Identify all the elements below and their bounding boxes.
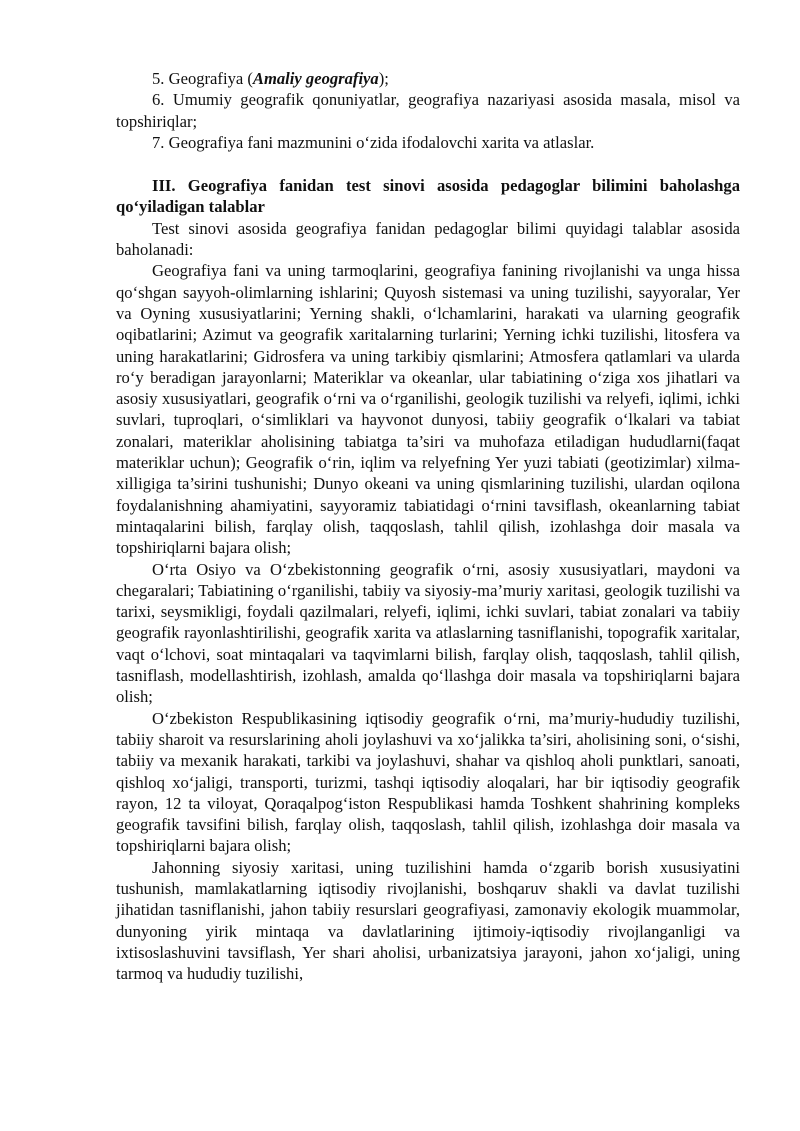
section-intro: Test sinovi asosida geografiya fanidan pedagoglar bilimi quyidagi talablar asosida baholanadi: — [116, 218, 740, 260]
list-item-7: 7. Geografiya fani mazmunini o‘zida ifodalovchi xarita va atlaslar. — [152, 132, 595, 152]
list-item-5-emphasis: Amaliy geografiya — [252, 69, 379, 88]
paragraph-1: Geografiya fani va uning tarmoqlarini, geografiya fanining rivojlanishi va unga hissa qo‘shgan sayyoh-olimlarning ishlarini; Quyosh sistemasi va uning tuzilishi, sayyoralar, Yer va Oyning xususiyatlarini; Yerning shakli, o‘lchamlarini, harakati va ularning geografik oqibatlarini; Azimut va geografik xaritalarning turlarini; Yerning ichki tuzilishi, litosfera va uning harakatlarini; Gidrosfera va uning tarkibiy qismlarini; Atmosfera qatlamlari va ularda ro‘y beradigan jarayonlarni; Materiklar va okeanlar, ular tabiatining o‘ziga xos jihatlari va asosiy xususiyatlari, geografik o‘rni va o‘rganilishi, geologik tuzilishi va relyefi, iqlimi, ichki suvlari, tuproqlari, o‘simliklari va hayvonot dunyosi, tabiiy geografik o‘lkalari va tabiat zonalari, materiklar aholisining tabiatga ta’siri va muhofaza etiladigan hududlarni(faqat materiklar uchun); Geografik o‘rin, iqlim va relyefning Yer yuzi tabiati (geotizimlar) xilma-xilligiga ta’sirini tushunishi; Dunyo okeani va uning qismlarining tuzilishi, ulardan oqilona foydalanishning ahamiyatini, sayyoramiz tabiatidagi o‘rnini tavsiflash, okeanlarning tabiat mintaqalarini bilish, farqlay olish, taqqoslash, tahlil qilish, izohlashga doir masala va topshiriqlarni bajara olish; — [116, 261, 740, 558]
list-item-5-suffix: ); — [378, 69, 389, 88]
section-heading: III. Geografiya fanidan test sinovi asosida pedagoglar bilimini baholashga qo‘yiladigan talablar — [116, 176, 740, 217]
list-item-5 — [116, 68, 740, 89]
document-page — [116, 68, 740, 984]
list-item-6: 6. Umumiy geografik qonuniyatlar, geografiya nazariyasi asosida masala, misol va topshiriqlar; — [116, 90, 740, 131]
paragraph-2: O‘rta Osiyo va O‘zbekistonning geografik o‘rni, asosiy xususiyatlari, maydoni va chegaralari; Tabiatining o‘rganilishi, tabiiy va siyosiy-ma’muriy xaritasi, geologik tuzilishi va tarixi, seysmikligi, foydali qazilmalari, relyefi, iqlimi, ichki suvlari, tabiat zonalari va tabiiy geografik rayonlashtirilishi, geografik xarita va atlaslarning tasniflanishi, topografik xaritalar, vaqt o‘lchovi, soat mintaqalari va taqvimlarni bilish, farqlay olish, taqqoslash, tahlil qilish, tasniflash, modellashtirish, izohlash, amalda qo‘llashga doir masala va topshiriqlarni bajara olish; — [116, 559, 740, 707]
list-item-5-prefix: 5. Geografiya ( — [152, 69, 253, 88]
paragraph-3: O‘zbekiston Respublikasining iqtisodiy geografik o‘rni, ma’muriy-hududiy tuzilishi, tabiiy sharoit va resurslarining aholi joylashuvi va xo‘jalikka ta’siri, aholisining soni, o‘sishi, tabiiy va mexanik harakati, tarkibi va joylashuvi, shahar va qishloq aholi punktlari, sanoati, qishloq xo‘jaligi, transporti, turizmi, tashqi iqtisodiy aloqalari, har bir iqtisodiy geografik rayon, 12 ta viloyat, Qoraqalpog‘iston Respublikasi hamda Toshkent shahrining kompleks geografik tavsifini bilish, farqlay olish, taqqoslash, tahlil qilish, izohlashga doir masala va topshiriqlarni bajara olish; — [116, 708, 740, 856]
paragraph-4: Jahonning siyosiy xaritasi, uning tuzilishini hamda o‘zgarib borish xususiyatini tushunish, mamlakatlarning iqtisodiy rivojlanishi, boshqaruv shakli va davlat tuzilishi jihatidan tasniflanishi, jahon tabiiy resurslari geografiyasi, zamonaviy ekologik muammolar, dunyoning yirik mintaqa va davlatlarining ijtimoiy-iqtisodiy rivojlanganligi va ixtisoslashuvini tavsiflash, Yer shari aholisi, urbanizatsiya jarayoni, jahon xo‘jaligi, uning tarmoq va hududiy tuzilishi, — [116, 857, 740, 984]
section-spacer — [116, 153, 740, 175]
